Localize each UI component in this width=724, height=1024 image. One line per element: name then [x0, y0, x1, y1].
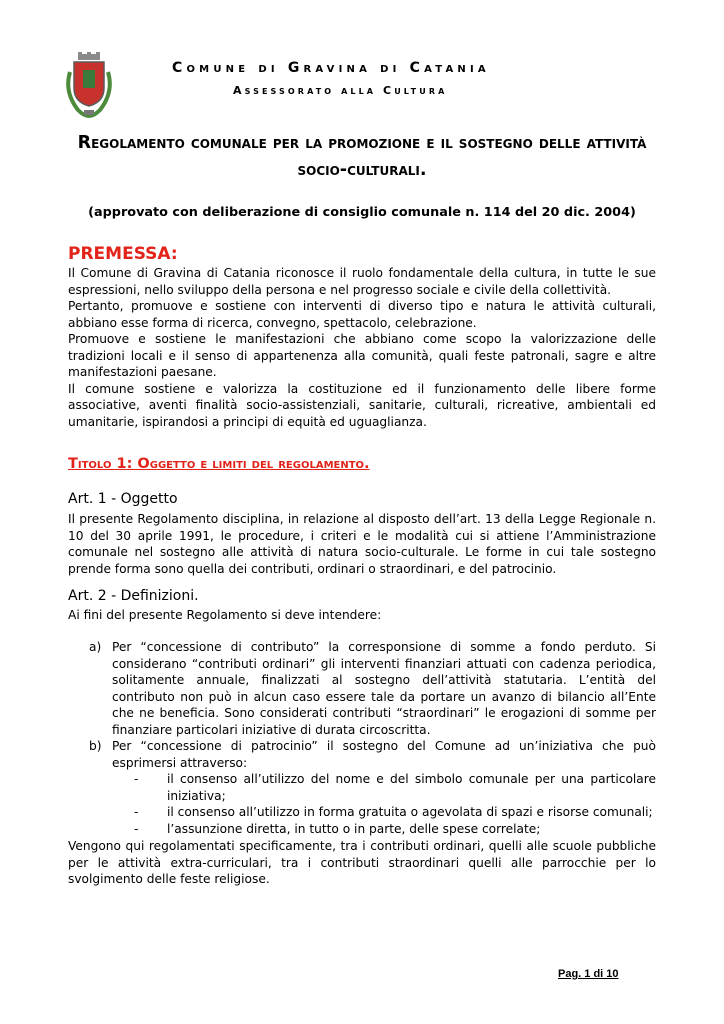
- premessa-section: [68, 265, 656, 430]
- list-item: [68, 738, 656, 771]
- article-1-heading: Art. 1 - Oggetto: [68, 491, 178, 507]
- municipal-crest-icon: [64, 52, 114, 120]
- sub-list-item-text: il consenso all’utilizzo del nome e del simbolo comunale per una particolare iniziativa;: [167, 772, 656, 803]
- definitions-list: [68, 639, 656, 837]
- list-item: [68, 639, 656, 738]
- list-marker: -: [134, 821, 139, 836]
- section-title: [68, 456, 370, 472]
- article-2-closing: Vengono qui regolamentati specificamente, tra i contributi ordinari, quelli alle scuole pubbliche per le attività extra-curriculari, tra i contributi straordinari quelli alle parrocchie per lo svolgimento delle feste religiose.: [68, 839, 656, 886]
- article-1-text: Il presente Regolamento disciplina, in relazione al disposto dell’art. 13 della Legge Regionale n. 10 del 30 aprile 1991, le procedure, i criteri e le modalità cui si attiene l’Amministrazione comunale nel sostegno alle attività di natura socio-culturale. Le forme in cui tale sostegno prende forma sono quella dei contributi, ordinari o straordinari, e del patrocinio.: [68, 512, 656, 576]
- list-marker: -: [134, 772, 139, 786]
- list-marker: -: [134, 805, 139, 819]
- list-item-text: Per “concessione di patrocinio” il sostegno del Comune ad un’iniziativa che può esprimersi attraverso:: [112, 739, 656, 770]
- sub-list-item: [68, 821, 656, 838]
- page-number: Pag. 1 di 10: [558, 968, 619, 980]
- article-2-heading: Art. 2 - Definizioni.: [68, 588, 199, 604]
- section-title-text: Titolo 1: Oggetto e limiti del regolamento.: [68, 456, 370, 472]
- list-marker: b): [89, 739, 102, 753]
- premessa-paragraph: Promuove e sostiene le manifestazioni che abbiano come scopo la valorizzazione delle tradizioni locali e il senso di appartenenza alla comunità, quali feste patronali, sagre e altre manifestazioni paesane.: [68, 332, 656, 379]
- sub-list-item-text: il consenso all’utilizzo in forma gratuita o agevolata di spazi e risorse comunali;: [167, 805, 653, 819]
- list-marker: a): [89, 640, 102, 654]
- premessa-paragraph: Il Comune di Gravina di Catania riconosce il ruolo fondamentale della cultura, in tutte le sue espressioni, nello sviluppo della persona e nel progresso sociale e civile della collettività.: [68, 266, 656, 297]
- premessa-paragraph: Il comune sostiene e valorizza la costituzione ed il funzionamento delle libere forme associative, aventi finalità socio-assistenziali, sanitarie, culturali, ricreative, ambientali ed umanitarie, ispirandosi a principi di equità ed uguaglianza.: [68, 381, 656, 429]
- list-item-text: Per “concessione di contributo” la corresponsione di somme a fondo perduto. Si considerano “contributi ordinari” gli interventi finanziari attuati con cadenza periodica, solitamente annuale, finalizzati al sostegno dell’attività statutaria. L’entità del contributo non può in alcun caso essere tale da portare un avanzo di bilancio all’Ente che ne beneficia. Sono considerati contributi “straordinari” le erogazioni di somme per finanziare particolari iniziative di durata circoscritta.: [112, 640, 656, 737]
- article-2-intro: Ai fini del presente Regolamento si deve intendere:: [68, 608, 382, 622]
- department-name: Assessorato alla Cultura: [233, 84, 448, 97]
- approval-note: (approvato con deliberazione di consiglio comunale n. 114 del 20 dic. 2004): [88, 205, 636, 220]
- sub-list-item: [68, 804, 656, 821]
- premessa-paragraph: Pertanto, promuove e sostiene con interventi di diverso tipo e natura le attività culturali, abbiano esse forma di ricerca, convegno, spettacolo, celebrazione.: [68, 299, 656, 330]
- premessa-heading: PREMESSA:: [68, 244, 178, 264]
- sub-list-item-text: l’assunzione diretta, in tutto o in parte, delle spese correlate;: [167, 821, 541, 836]
- sub-list-item: [68, 771, 656, 804]
- municipality-name: Comune di Gravina di Catania: [172, 60, 490, 76]
- document-title: Regolamento comunale per la promozione e il sostegno delle attività socio-culturali.: [77, 133, 647, 180]
